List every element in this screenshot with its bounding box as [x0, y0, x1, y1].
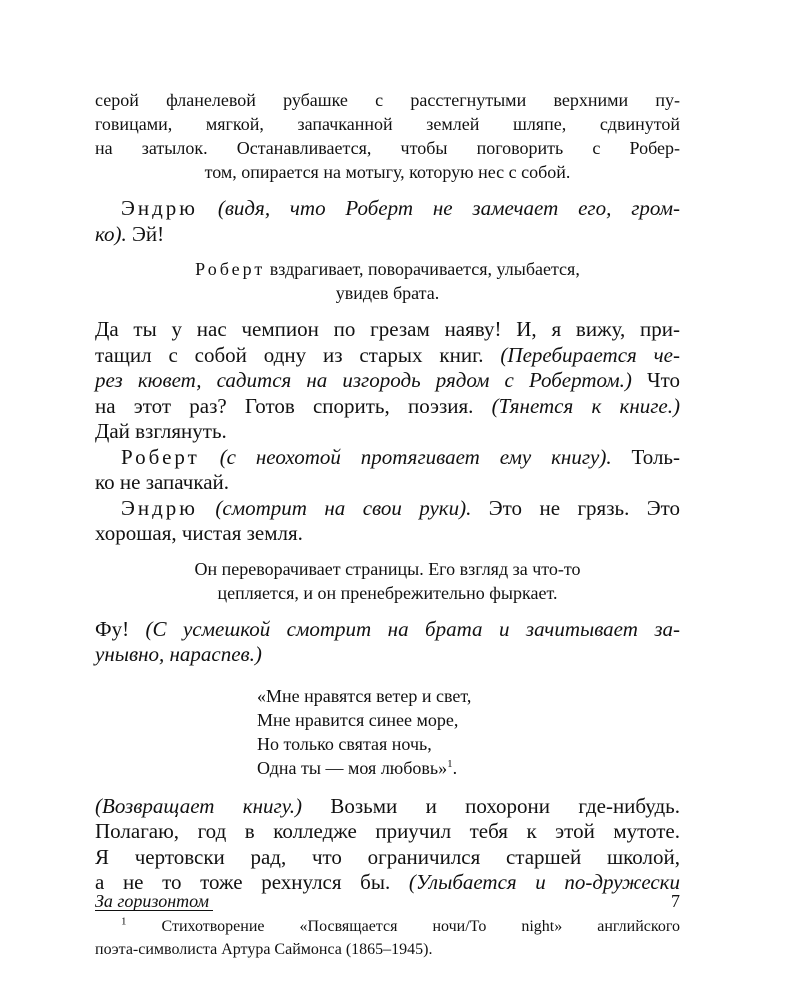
poem-line: Но только святая ночь,	[257, 733, 432, 754]
footnote-ref[interactable]: 1	[447, 757, 453, 770]
stage-direction: (видя, что Роберт не замечает его, гром-	[217, 196, 680, 220]
footnote	[95, 915, 680, 961]
dialogue-robert	[95, 445, 680, 496]
dialogue-text: Что	[646, 368, 681, 392]
dialogue-andrew-5	[95, 794, 680, 896]
stage-text: вздрагивает, поворачивается, улыбается,	[269, 259, 580, 279]
stage-direction-1	[95, 88, 680, 184]
dialogue-text: Фу!	[95, 616, 130, 641]
footnote-number: 1	[121, 915, 127, 928]
dialogue-line: Дай взглянуть.	[95, 419, 227, 443]
dialogue-andrew-1	[95, 196, 680, 247]
stage-direction: (Тянется к книге.)	[491, 393, 680, 418]
page-body	[95, 88, 680, 961]
dialogue-line: Да ты у нас чемпион по грезам наяву! И, я вижу, при-	[95, 317, 680, 341]
stage-direction: ко).	[95, 221, 127, 246]
running-title: За горизонтом	[95, 891, 209, 911]
stage-direction: (Улыбается и по-дружески	[408, 870, 681, 894]
stage-text: увидев брата.	[335, 283, 440, 303]
stage-direction-2	[95, 257, 680, 305]
text-line: серой фланелевой рубашке с расстегнутыми верхними пу-	[95, 90, 680, 110]
dialogue-andrew-3	[95, 496, 680, 547]
speaker-name: Роберт	[121, 444, 200, 469]
page-number: 7	[671, 891, 680, 911]
footnote-text: поэта-символиста Артура Саймонса (1865–1945).	[95, 940, 433, 958]
dialogue-text: Эй!	[132, 221, 165, 246]
stage-direction: унывно, нараспев.)	[95, 642, 262, 666]
dialogue-text: Это не грязь. Это	[488, 495, 681, 520]
dialogue-line: хорошая, чистая земля.	[95, 521, 303, 545]
dialogue-text: на этот раз? Готов спорить, поэзия.	[95, 393, 474, 418]
stage-direction: (Перебирается че-	[500, 342, 680, 367]
poem-line: «Мне нравятся ветер и свет,	[257, 685, 472, 706]
poem: «Мне нравятся ветер и свет, Мне нравится синее море, Но только святая ночь, Одна ты — моя любовь»$^1$.	[257, 684, 680, 780]
poem-line: Одна ты — моя любовь»	[257, 757, 448, 778]
dialogue-andrew-4	[95, 617, 680, 668]
dialogue-text: Возьми и похорони где-нибудь.	[330, 793, 680, 818]
stage-direction: (смотрит на свои руки).	[215, 495, 472, 520]
stage-direction-3	[95, 557, 680, 605]
stage-text: цепляется, и он пренебрежительно фыркает.	[217, 582, 558, 603]
dialogue-text: тащил с собой одну из старых книг.	[95, 342, 484, 367]
dialogue-andrew-2	[95, 317, 680, 445]
text-line: том, опирается на мотыгу, которую нес с собой.	[204, 162, 571, 182]
stage-direction: рез кювет, садится на изгородь рядом с Робертом.)	[95, 368, 632, 392]
dialogue-line: ко не запачкай.	[95, 470, 230, 494]
dialogue-line: Полагаю, год в колледже приучил тебя к этой мутоте.	[95, 819, 680, 843]
speaker-name: Эндрю	[121, 196, 198, 220]
stage-direction: (С усмешкой смотрит на брата и зачитывает за-	[145, 616, 681, 641]
stage-direction: (с неохотой протягивает ему книгу).	[219, 444, 612, 469]
stage-text: Он переворачивает страницы. Его взгляд за что-то	[194, 558, 581, 579]
dialogue-text: а не то тоже рехнулся бы.	[95, 870, 391, 894]
dialogue-text: Толь-	[631, 444, 681, 469]
stage-direction: (Возвращает книгу.)	[95, 793, 302, 818]
text-line: на затылок. Останавливается, чтобы поговорить с Робер-	[95, 138, 680, 158]
footnote-text: Стихотворение «Посвящается ночи/To night» английского	[161, 917, 681, 935]
text-line: говицами, мягкой, запачканной землей шляпе, сдвинутой	[95, 114, 680, 134]
speaker-name: Эндрю	[121, 495, 198, 520]
speaker-name: Роберт	[195, 259, 266, 279]
poem-line: Мне нравится синее море,	[257, 709, 459, 730]
dialogue-line: Я чертовски рад, что ограничился старшей школой,	[95, 844, 680, 869]
